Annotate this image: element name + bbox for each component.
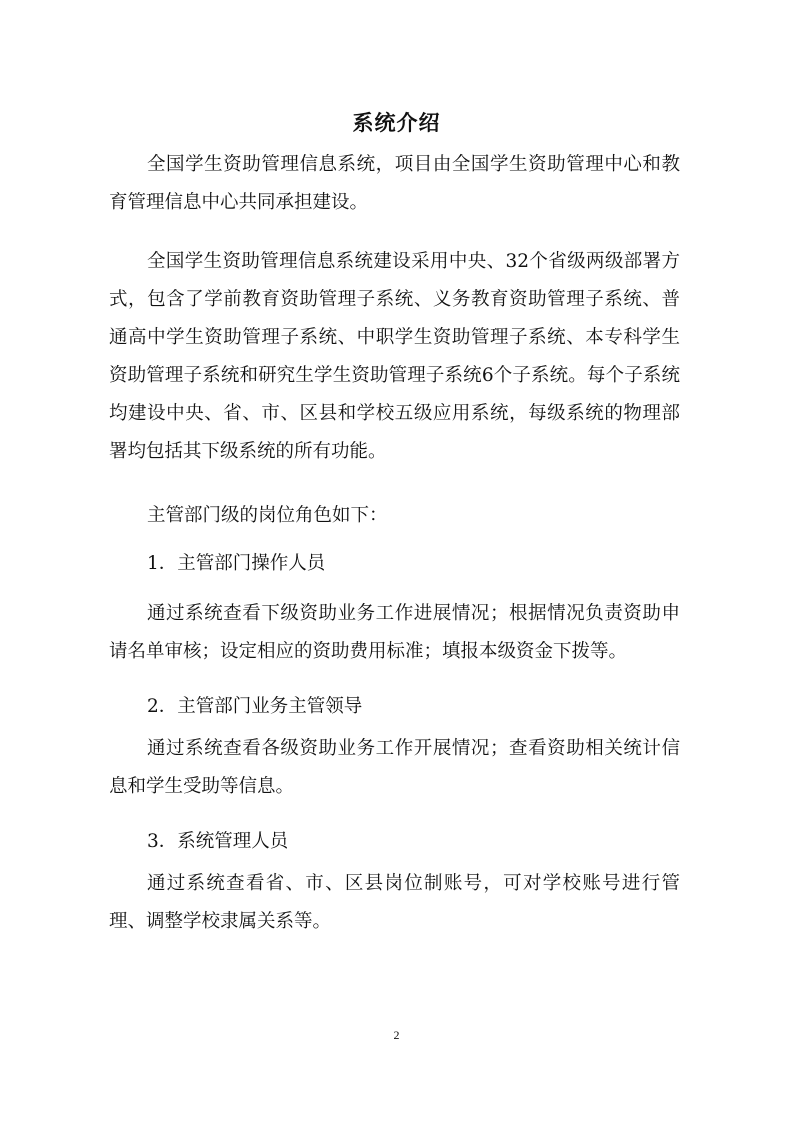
role-description-leader: 通过系统查看各级资助业务工作开展情况；查看资助相关统计信息和学生受助等信息。 xyxy=(109,738,680,797)
role-heading-admin: 3．系统管理人员 xyxy=(147,831,289,852)
intro-paragraph: 全国学生资助管理信息系统，项目由全国学生资助管理中心和教育管理信息中心共同承担建设。 xyxy=(109,154,680,213)
role-description-admin: 通过系统查看省、市、区县岗位制账号，可对学校账号进行管理、调整学校隶属关系等。 xyxy=(109,873,680,932)
role-description-operator: 通过系统查看下级资助业务工作进展情况；根据情况负责资助申请名单审核；设定相应的资助费用标准；填报本级资金下拨等。 xyxy=(109,603,680,662)
role-heading-operator: 1．主管部门操作人员 xyxy=(147,553,326,574)
role-heading-leader: 2．主管部门业务主管领导 xyxy=(147,696,363,717)
system-architecture-paragraph: 全国学生资助管理信息系统建设采用中央、32个省级两级部署方式，包含了学前教育资助管理子系统、义务教育资助管理子系统、普通高中学生资助管理子系统、中职学生资助管理子系统、本专科学生资助管理子系统和研究生学生资助管理子系统6个子系统。每个子系统均建设中央、省、市、区县和学校五级应用系统，每级系统的物理部署均包括其下级系统的所有功能。 xyxy=(109,251,680,462)
page-title: 系统介绍 xyxy=(352,110,441,135)
roles-intro-paragraph: 主管部门级的岗位角色如下： xyxy=(147,505,388,526)
page-number: 2 xyxy=(393,1028,400,1042)
